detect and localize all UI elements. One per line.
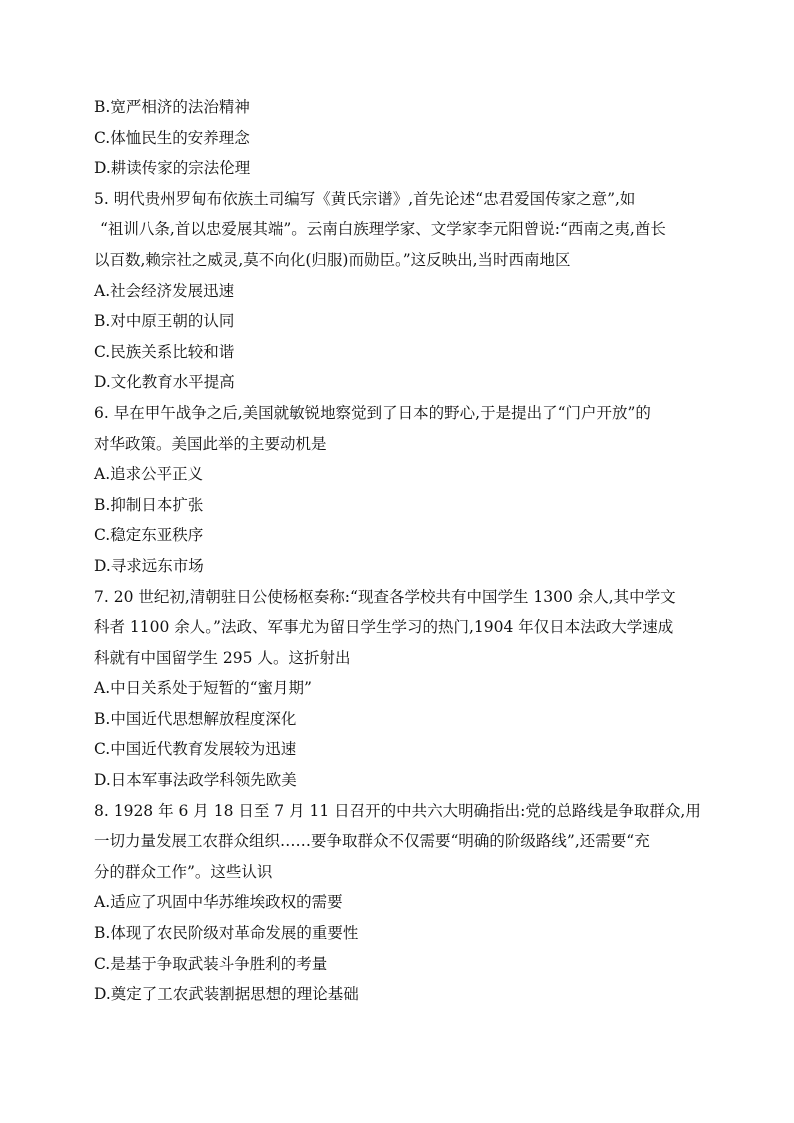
option-b: B.中国近代思想解放程度深化 (94, 709, 297, 728)
option-d: D.文化教育水平提高 (94, 373, 235, 392)
option-a: A.适应了巩固中华苏维埃政权的需要 (94, 893, 343, 912)
option-c: C.稳定东亚秩序 (94, 526, 204, 545)
stem-line: 对华政策。美国此举的主要动机是 (94, 434, 327, 453)
question-8 (94, 796, 704, 1010)
stem-line: 以百数,赖宗社之威灵,莫不向化(归服)而勋臣。”这反映出,当时西南地区 (94, 250, 571, 269)
option-b: B.抑制日本扩张 (94, 495, 204, 514)
question-stem (94, 796, 704, 888)
stem-line: 科就有中国留学生 295 人。这折射出 (94, 648, 351, 667)
question-stem (94, 582, 704, 674)
option-b: B.体现了农民阶级对革命发展的重要性 (94, 924, 359, 943)
option-d: D.日本军事法政学科领先欧美 (94, 771, 297, 790)
option-c: C.中国近代教育发展较为迅速 (94, 740, 297, 759)
stem-line: 科者 1100 余人。”法政、军事尤为留日学生学习的热门,1904 年仅日本法政大学速成 (94, 618, 674, 637)
option-c: C.体恤民生的安养理念 (94, 128, 250, 147)
option-d: D.奠定了工农武装割据思想的理论基础 (94, 985, 359, 1004)
stem-line: 8. 1928 年 6 月 18 日至 7 月 11 日召开的中共六大明确指出:党的总路线是争取群众,用 (94, 801, 701, 820)
question-stem (94, 184, 704, 276)
stem-line: 6. 早在甲午战争之后,美国就敏锐地察觉到了日本的野心,于是提出了“门户开放”的 (94, 403, 651, 422)
stem-line: 分的群众工作”。这些认识 (94, 862, 273, 881)
option-c: C.是基于争取武装斗争胜利的考量 (94, 954, 328, 973)
stem-line: 一切力量发展工农群众组织……要争取群众不仅需要“明确的阶级路线”,还需要“充 (94, 832, 650, 851)
question-7 (94, 582, 704, 796)
question-6 (94, 398, 704, 582)
option-b: B.对中原王朝的认同 (94, 312, 235, 331)
page-content (94, 92, 704, 1010)
option-d: D.耕读传家的宗法伦理 (94, 159, 251, 178)
option-a: A.追求公平正义 (94, 465, 204, 484)
question-5 (94, 184, 704, 398)
stem-line: 7. 20 世纪初,清朝驻日公使杨枢奏称:“现查各学校共有中国学生 1300 余人,其中学文 (94, 587, 676, 606)
option-a: A.社会经济发展迅速 (94, 281, 235, 300)
option-d: D.寻求远东市场 (94, 556, 204, 575)
stem-line: 5. 明代贵州罗甸布依族土司编写《黄氏宗谱》,首先论述“忠君爱国传家之意”,如 (94, 189, 636, 208)
previous-question-options (94, 92, 704, 184)
stem-line: “祖训八条,首以忠爱展其端”。云南白族理学家、文学家李元阳曾说:“西南之夷,酋长 (100, 220, 666, 239)
option-c: C.民族关系比较和谐 (94, 342, 235, 361)
option-b: B.宽严相济的法治精神 (94, 98, 250, 116)
option-a: A.中日关系处于短暂的“蜜月期” (94, 679, 312, 698)
question-stem (94, 398, 704, 459)
